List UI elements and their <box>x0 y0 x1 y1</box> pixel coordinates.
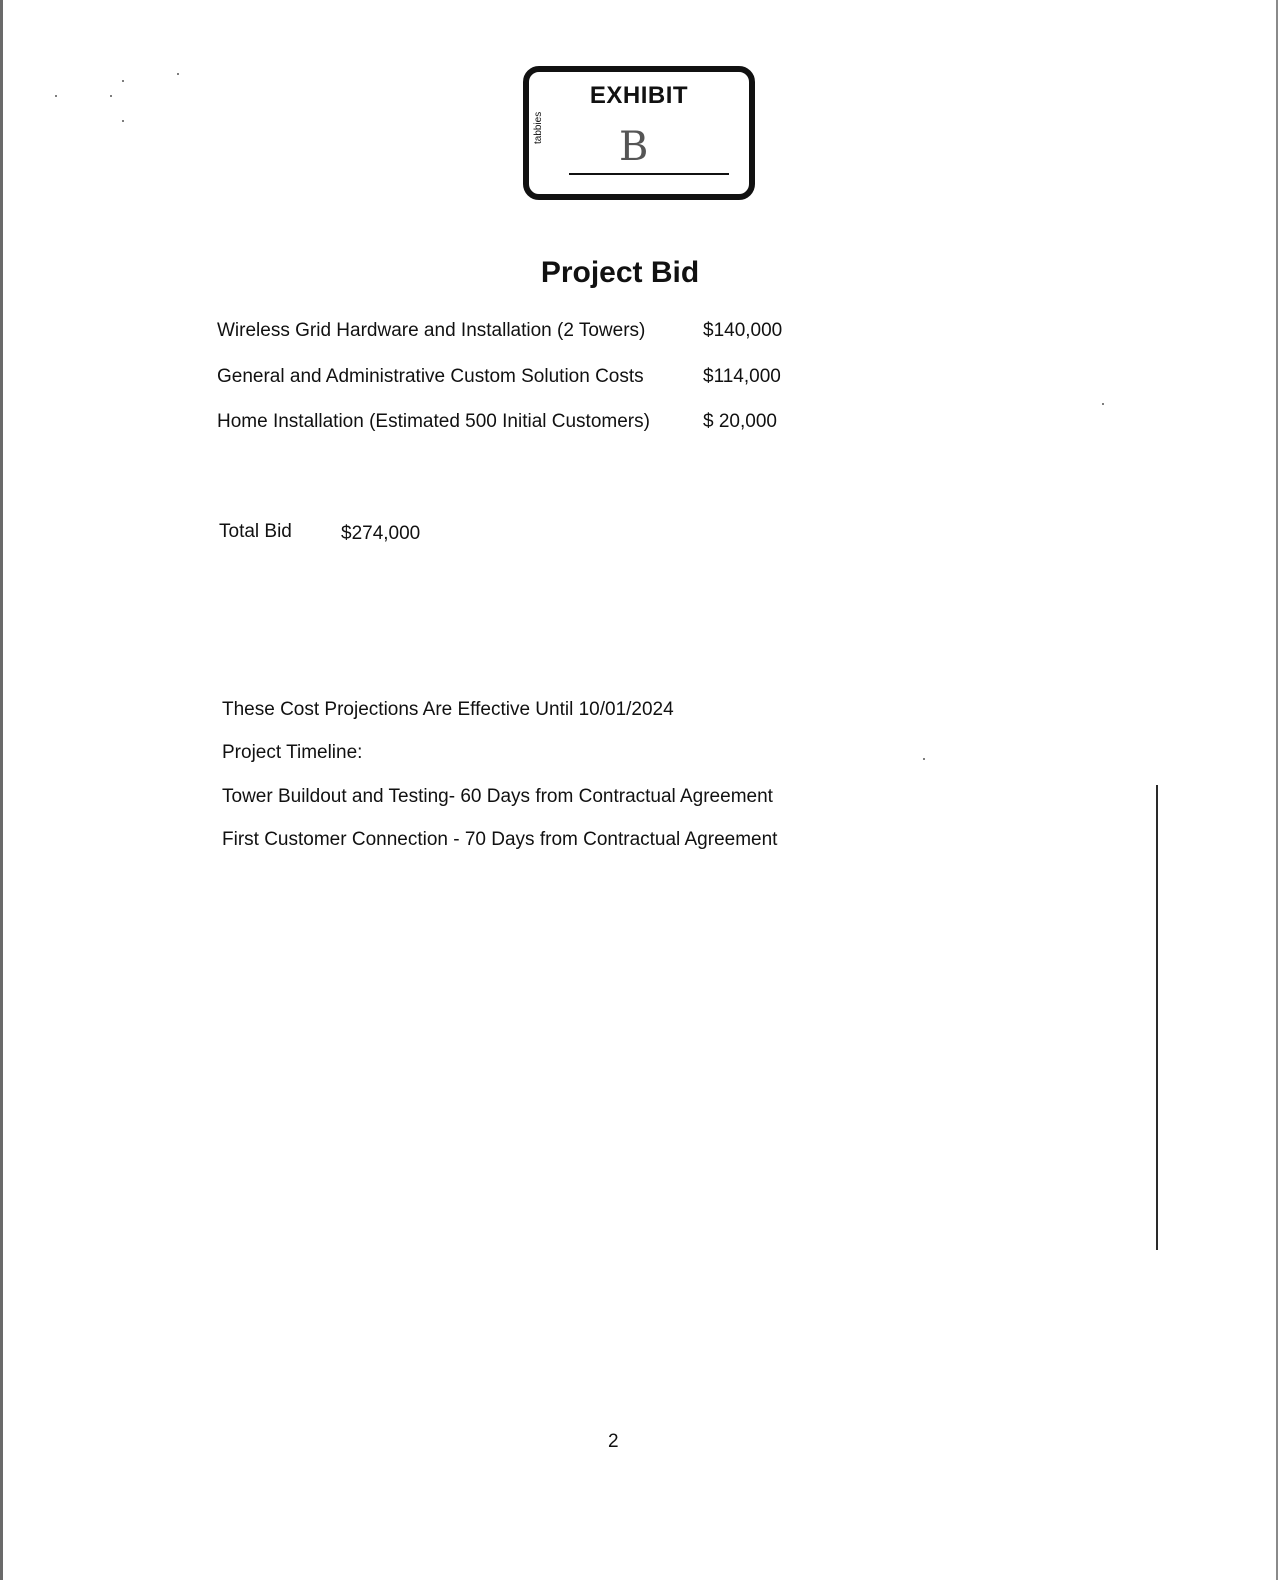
timeline-item: Tower Buildout and Testing- 60 Days from Contractual Agreement <box>222 786 773 807</box>
scan-speck <box>177 73 179 75</box>
scan-speck <box>1102 403 1104 405</box>
line-item-description: General and Administrative Custom Solution Costs <box>217 366 644 387</box>
scan-artifact-line <box>1156 785 1158 1250</box>
line-item-description: Wireless Grid Hardware and Installation (2 Towers) <box>217 320 646 341</box>
effective-note: These Cost Projections Are Effective Until 10/01/2024 <box>222 699 674 720</box>
exhibit-sticker <box>523 66 755 200</box>
line-item-description: Home Installation (Estimated 500 Initial Customers) <box>217 411 650 432</box>
exhibit-underline <box>569 173 729 175</box>
scan-speck <box>110 95 112 97</box>
line-item-amount: $140,000 <box>703 320 783 341</box>
total-amount: $274,000 <box>341 523 421 544</box>
timeline-heading: Project Timeline: <box>222 742 363 763</box>
scan-speck <box>122 120 124 122</box>
scan-speck <box>122 80 124 82</box>
total-bid <box>219 521 421 544</box>
timeline-item: First Customer Connection - 70 Days from Contractual Agreement <box>222 829 778 850</box>
page-edge-right <box>1276 0 1278 1580</box>
exhibit-letter: B <box>619 124 649 170</box>
line-item-amount: $114,000 <box>703 366 781 387</box>
total-label: Total Bid <box>219 521 292 542</box>
line-item-amount: $ 20,000 <box>703 411 777 432</box>
scan-speck <box>923 758 925 760</box>
scan-speck <box>55 95 57 97</box>
exhibit-brand: tabbies <box>533 111 544 144</box>
page-edge-left <box>0 0 3 1580</box>
page-number: 2 <box>608 1431 619 1452</box>
document-title: Project Bid <box>540 256 700 289</box>
exhibit-title: EXHIBIT <box>589 82 689 109</box>
